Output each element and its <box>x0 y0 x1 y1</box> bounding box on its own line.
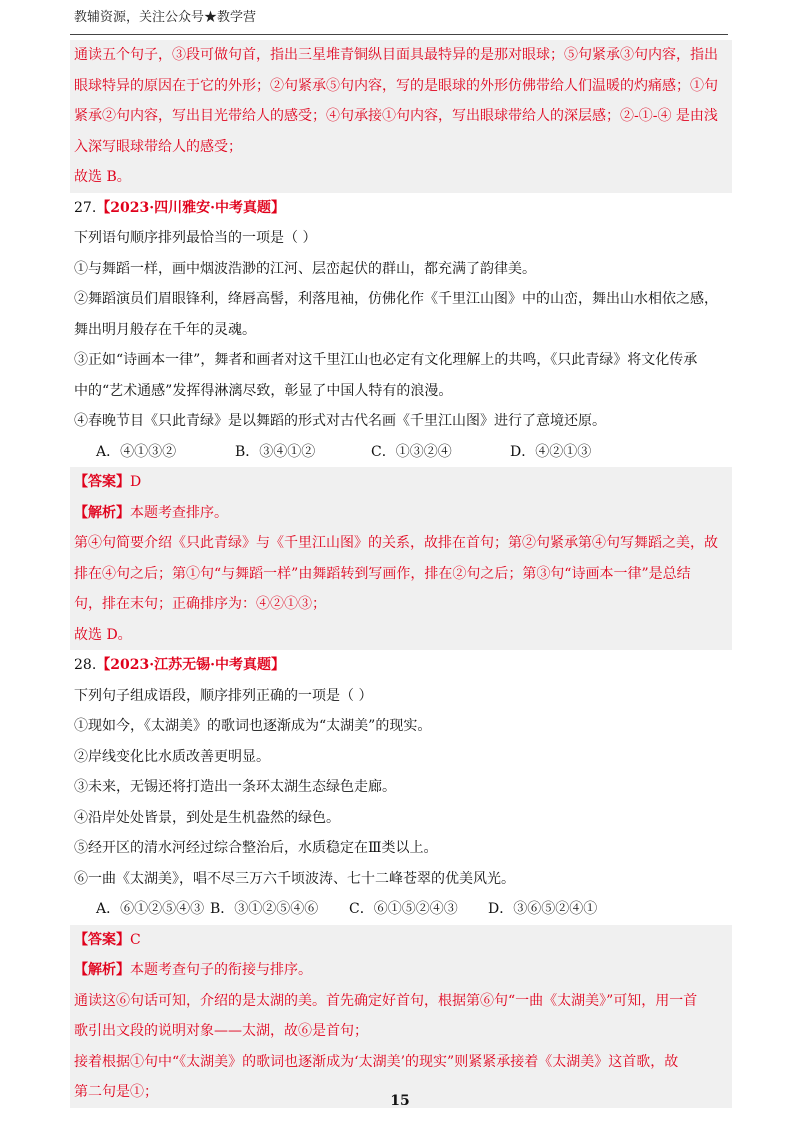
options-row <box>74 894 728 925</box>
sentence-item: ③未来，无锡还将打造出一条环太湖生态绿色走廊。 <box>74 779 396 795</box>
analysis-line: 第二句是①； <box>74 1084 158 1100</box>
page-number: 15 <box>390 1093 410 1109</box>
question-number: 28. <box>74 657 97 673</box>
question-source: 【2023·四川雅安·中考真题】 <box>96 199 285 216</box>
analysis-line: 故选 D。 <box>74 626 132 643</box>
sentence-item: ④春晚节目《只此青绿》是以舞蹈的形式对古代名画《千里江山图》进行了意境还原。 <box>74 413 606 429</box>
sentence-item: ①现如今，《太湖美》的歌词也逐渐成为“太湖美”的现实。 <box>74 718 432 734</box>
option-b: B．③①②⑤④⑥ <box>210 901 319 917</box>
previous-analysis-block <box>70 40 732 193</box>
answer-label: 【答案】 <box>74 474 130 490</box>
options-row <box>74 437 728 468</box>
analysis-line: 接着根据①句中“《太湖美》的歌词也逐渐成为‘太湖美’的现实”则紧紧承接着《太湖美》这首歌，故 <box>74 1053 679 1070</box>
analysis-line: 入深写眼球带给人的感受； <box>74 138 242 155</box>
answer-line <box>74 467 732 498</box>
answer-value: D <box>130 474 142 490</box>
question-28 <box>74 650 728 1108</box>
analysis-line: 故选 B。 <box>74 169 131 185</box>
option-d: D．③⑥⑤②④① <box>488 901 598 917</box>
question-source: 【2023·江苏无锡·中考真题】 <box>96 657 285 673</box>
analysis-line: 紧承②句内容，写出目光带给人的感受；④句承接①句内容，写出眼球带给人的深层感；②-①-④ 是由浅 <box>74 108 718 124</box>
sentence-item: ②岸线变化比水质改善更明显。 <box>74 748 270 765</box>
option-a: A．⑥①②⑤④③ <box>96 901 205 917</box>
page-header: 教辅资源，关注公众号★教学营 <box>74 10 257 25</box>
sentence-item: 中的“艺术通感”发挥得淋漓尽致，彰显了中国人特有的浪漫。 <box>74 382 453 399</box>
analysis-line: 通读这⑥句话可知，介绍的是太湖的美。首先确定好首句，根据第⑥句“一曲《太湖美》”可知，用一首 <box>74 992 698 1009</box>
sentence-item: ②舞蹈演员们眉眼锋利，绛唇高髻，利落甩袖，仿佛化作《千里江山图》中的山峦，舞出山水相依之感， <box>74 291 718 307</box>
question-27 <box>74 193 728 651</box>
option-c: C．①③②④ <box>371 443 452 460</box>
question-number: 27. <box>74 199 97 216</box>
question-stem: 下列句子组成语段，顺序排列正确的一项是（ ） <box>74 687 373 704</box>
answer-value: C <box>130 931 141 948</box>
analysis-line: 句，排在末句；正确排序为：④②①③； <box>74 596 326 612</box>
analysis-line: 第④句简要介绍《只此青绿》与《千里江山图》的关系，故排在首句；第②句紧承第④句写舞蹈之美，故 <box>74 535 718 551</box>
page-content <box>74 40 728 1108</box>
option-c: C．⑥①⑤②④③ <box>349 901 458 917</box>
analysis-line: 排在④句之后；第①句“与舞蹈一样”由舞蹈转到写画作，排在②句之后；第③句“诗画本一律”是总结 <box>74 565 691 582</box>
question-heading <box>74 650 728 681</box>
analysis-line: 歌引出文段的说明对象——太湖，故⑥是首句； <box>74 1023 368 1039</box>
analysis-label: 【解析】 <box>74 962 130 978</box>
sentence-item: ③正如“诗画本一律”，舞者和画者对这千里江山也必定有文化理解上的共鸣，《只此青绿》将文化传承 <box>74 352 698 368</box>
header-divider <box>70 34 728 35</box>
analysis-line: 眼球特异的原因在于它的外形；②句紧承⑤句内容，写的是眼球的外形仿佛带给人们温暖的灼痛感；①句 <box>74 77 718 94</box>
question-heading <box>74 193 728 224</box>
sentence-item: 舞出明月般存在千年的灵魂。 <box>74 321 256 338</box>
option-d: D．④②①③ <box>510 443 592 460</box>
answer-line <box>74 925 732 956</box>
sentence-item: ①与舞蹈一样，画中烟波浩渺的江河、层峦起伏的群山，都充满了韵律美。 <box>74 260 536 277</box>
answer-block <box>70 925 732 1108</box>
analysis-label: 【解析】 <box>74 504 130 521</box>
analysis-heading <box>74 498 732 529</box>
option-b: B．③④①② <box>235 443 316 460</box>
sentence-item: ④沿岸处处皆景，到处是生机盎然的绿色。 <box>74 809 340 826</box>
answer-label: 【答案】 <box>74 931 130 948</box>
analysis-title: 本题考查排序。 <box>130 504 228 521</box>
analysis-title: 本题考查句子的衔接与排序。 <box>130 962 312 978</box>
question-stem: 下列语句顺序排列最恰当的一项是（ ） <box>74 230 317 246</box>
analysis-heading <box>74 955 732 986</box>
answer-block <box>70 467 732 650</box>
option-a: A．④①③② <box>96 443 177 460</box>
sentence-item: ⑥一曲《太湖美》，唱不尽三万六千顷波涛、七十二峰苍翠的优美风光。 <box>74 870 515 887</box>
sentence-item: ⑤经开区的清水河经过综合整治后，水质稳定在Ⅲ类以上。 <box>74 840 438 856</box>
analysis-line: 通读五个句子，③段可做句首，指出三星堆青铜纵目面具最特异的是那对眼球；⑤句紧承③句内容，指出 <box>74 47 718 63</box>
